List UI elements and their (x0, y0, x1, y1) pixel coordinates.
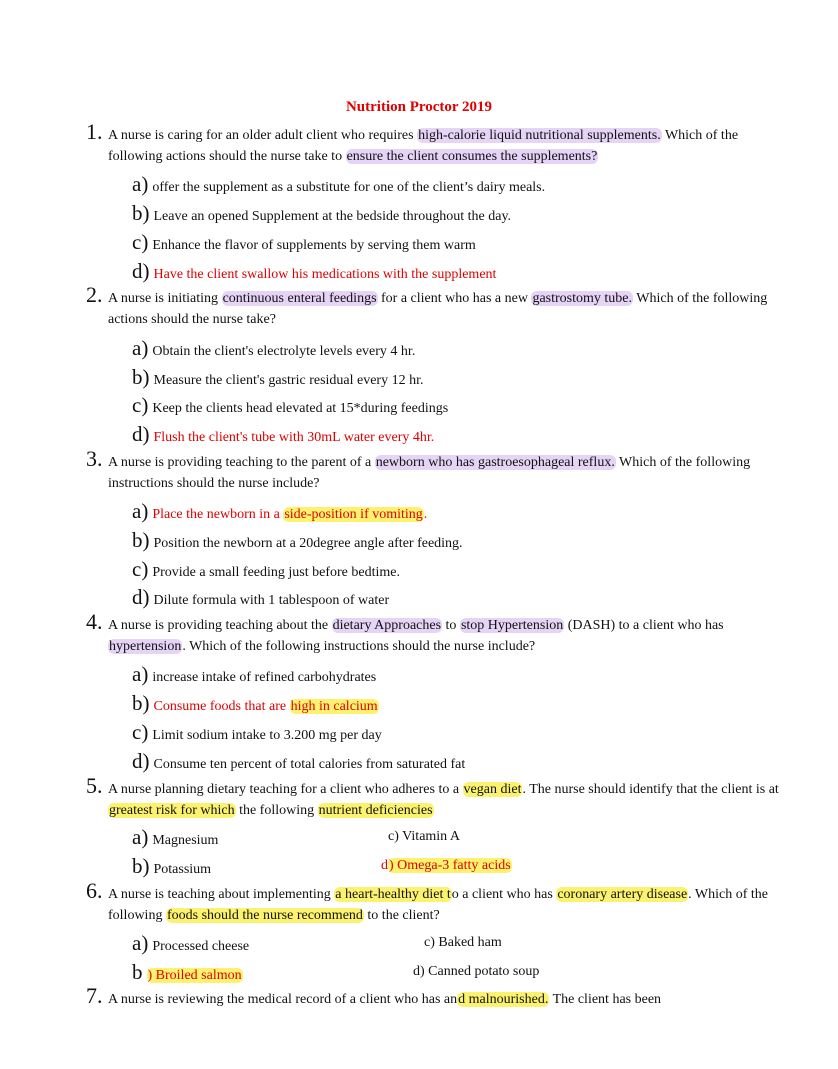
question-text: A nurse is providing teaching about the dietary Approaches to stop Hypertension (DASH) to a client who has hypertension. Which of the following instructions should the nurse include? (108, 618, 724, 654)
option-5d-correct: d) Omega-3 fatty acids (381, 858, 511, 873)
question-4 (86, 609, 786, 657)
question-1 (86, 119, 786, 167)
option-4d: d) Consume ten percent of total calories from saturated fat (132, 749, 466, 773)
question-3 (86, 446, 786, 494)
question-number: 3. (86, 446, 103, 471)
option-1d-correct: d) Have the client swallow his medications with the supplement (132, 259, 497, 283)
question-7 (86, 983, 786, 1011)
question-text: A nurse is teaching about implementing a heart-healthy diet to a client who has coronary artery disease. Which of the following foods should the nurse recommend to the client? (108, 887, 769, 923)
option-6c: c) Baked ham (424, 935, 502, 950)
question-number: 4. (86, 609, 103, 634)
option-6a: a) Processed cheese (132, 931, 250, 955)
option-3d: d) Dilute formula with 1 tablespoon of water (132, 585, 390, 609)
question-text: A nurse is caring for an older adult client who requires high-calorie liquid nutritional supplements. Which of the following actions should the nurse take to ensure the client consumes the supplements? (108, 128, 739, 164)
option-2d-correct: d) Flush the client's tube with 30mL water every 4hr. (132, 422, 435, 446)
option-3c: c) Provide a small feeding just before bedtime. (132, 557, 400, 581)
question-number: 5. (86, 773, 103, 798)
option-6b-correct: b ) Broiled salmon (132, 960, 242, 984)
option-1c: c) Enhance the flavor of supplements by serving them warm (132, 230, 476, 254)
option-3b: b) Position the newborn at a 20degree angle after feeding. (132, 528, 463, 552)
question-6 (86, 878, 786, 926)
question-text: A nurse is initiating continuous enteral feedings for a client who has a new gastrostomy tube. Which of the following actions should the nurse take? (108, 291, 768, 327)
question-text: A nurse is providing teaching to the parent of a newborn who has gastroesophageal reflux. Which of the following instructions should the nurse include? (108, 455, 751, 491)
question-5 (86, 773, 786, 821)
option-4c: c) Limit sodium intake to 3.200 mg per day (132, 720, 382, 744)
option-3a-correct: a) Place the newborn in a side-position if vomiting. (132, 499, 428, 523)
question-number: 1. (86, 119, 103, 144)
question-number: 7. (86, 983, 103, 1008)
option-6d: d) Canned potato soup (413, 964, 540, 979)
question-2 (86, 282, 786, 330)
option-5c: c) Vitamin A (388, 829, 461, 844)
option-1b: b) Leave an opened Supplement at the bedside throughout the day. (132, 201, 512, 225)
option-4b-correct: b) Consume foods that are high in calcium (132, 691, 378, 715)
option-5b: b) Potassium (132, 854, 212, 878)
question-text: A nurse is reviewing the medical record of a client who has and malnourished. The client has been (108, 992, 662, 1007)
option-4a: a) increase intake of refined carbohydrates (132, 662, 377, 686)
document-title: Nutrition Proctor 2019 (345, 99, 493, 115)
option-1a: a) offer the supplement as a substitute for one of the client’s dairy meals. (132, 172, 546, 196)
question-number: 6. (86, 878, 103, 903)
option-2a: a) Obtain the client's electrolyte levels every 4 hr. (132, 336, 416, 360)
question-text: A nurse planning dietary teaching for a client who adheres to a vegan diet. The nurse should identify that the client is at greatest risk for which the following nutrient deficiencies (108, 782, 779, 818)
option-2c: c) Keep the clients head elevated at 15*during feedings (132, 393, 449, 417)
option-5a: a) Magnesium (132, 825, 219, 849)
question-number: 2. (86, 282, 103, 307)
option-2b: b) Measure the client's gastric residual every 12 hr. (132, 365, 424, 389)
